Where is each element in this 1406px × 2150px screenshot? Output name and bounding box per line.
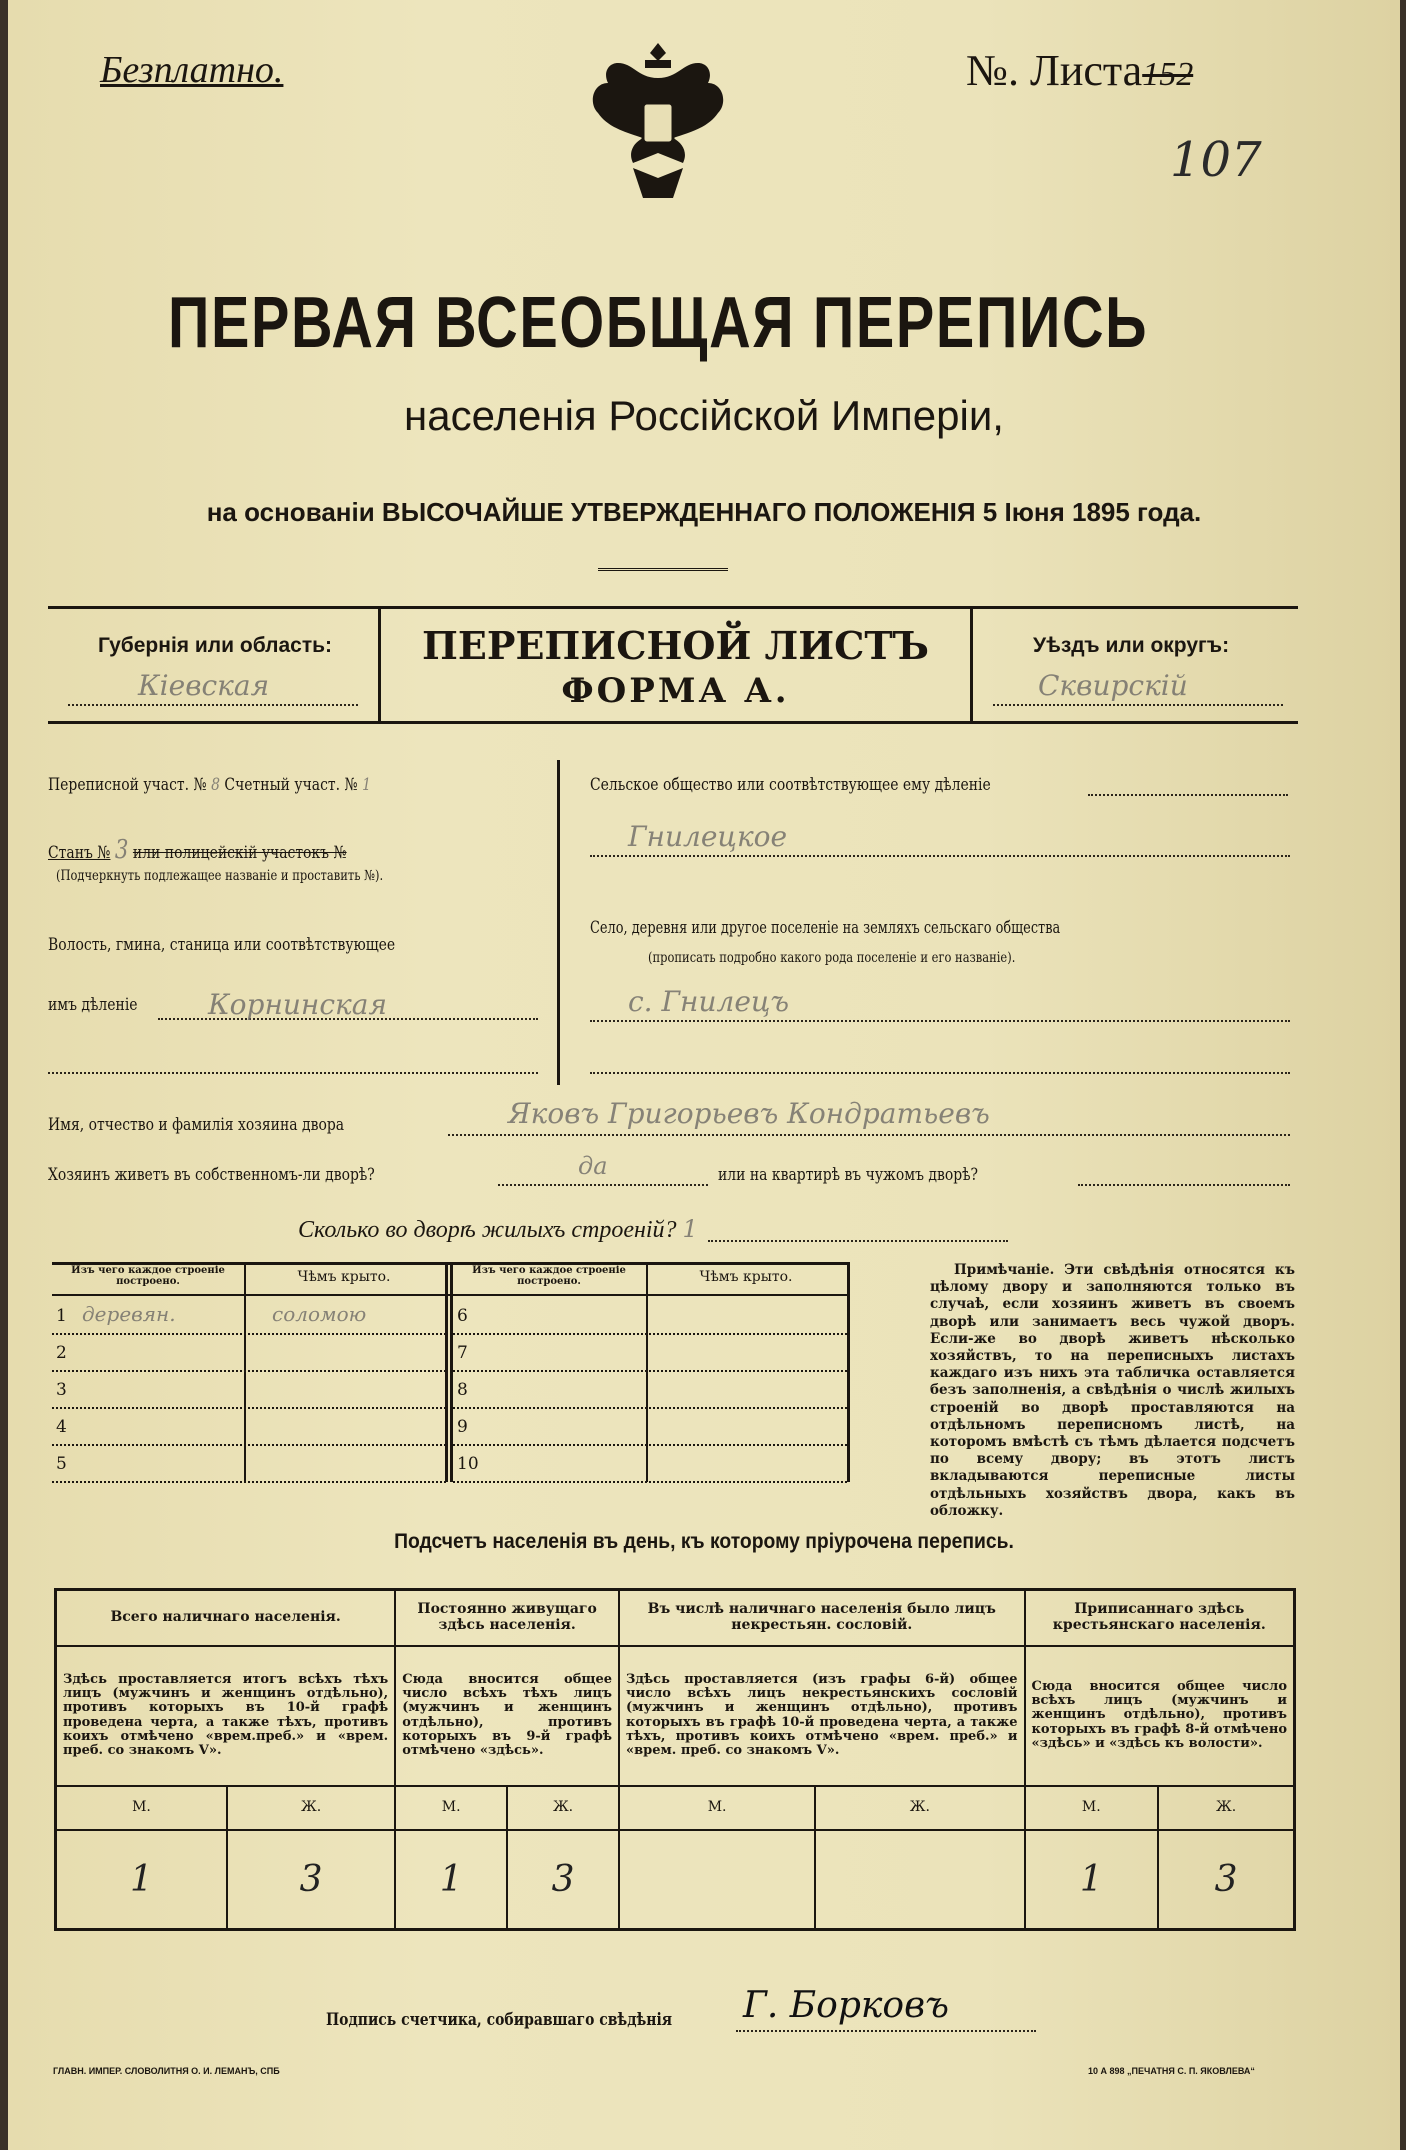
building-row [52, 1335, 446, 1372]
male-count [619, 1830, 815, 1930]
printer-left: ГЛАВН. ИМПЕР. СЛОВОЛИТНЯ О. И. ЛЕМАНЪ, СПБ [53, 2066, 280, 2076]
sheet-number-text: №. Листа [966, 46, 1143, 95]
sheet-number-handwritten: 107 [1170, 132, 1262, 188]
province-label: Губернія или область: [98, 634, 333, 657]
free-label: Безплатно. [100, 49, 284, 91]
building-row-number: 3 [56, 1380, 67, 1400]
village-value: с. Гнилецъ [628, 985, 790, 1018]
col-material: Изъ чего каждое строеніе построено. [71, 1265, 225, 1287]
col-material-2: Изъ чего каждое строеніе построено. [472, 1265, 626, 1287]
own-yard-label: Хозяинъ живетъ въ собственномъ-ли дворѣ? [48, 1165, 375, 1185]
population-col-desc: Здѣсь проставляется итогъ всѣхъ тѣхъ лицъ (мужчинъ и женщинъ отдѣльно), противъ которыхъ въ 10-й графѣ проведена черта, а также тѣхъ, противъ коихъ отмѣчено «врем.преб.» и «врем. преб. со знакомъ V». [56, 1646, 396, 1786]
male-header: М. [619, 1786, 815, 1830]
male-count: 1 [56, 1830, 228, 1930]
building-row [453, 1446, 847, 1483]
form-header-box [48, 606, 1298, 724]
male-count: 1 [395, 1830, 507, 1930]
population-col-desc: Сюда вносится общее число всѣхъ тѣхъ лицъ (мужчинъ и женщинъ отдѣльно), противъ которыхъ въ 9-й графѣ отмѣчено «здѣсь». [395, 1646, 619, 1786]
form-title: ПЕРЕПИСНОЙ ЛИСТЪ [422, 623, 929, 668]
building-row-number: 5 [56, 1454, 67, 1474]
building-row-number: 10 [457, 1454, 479, 1474]
form-basis: на основаніи ВЫСОЧАЙШЕ УТВЕРЖДЕННАГО ПОЛОЖЕНІЯ 5 Іюня 1895 года. [206, 497, 1202, 527]
stan-field: Станъ № 3 или полицейскій участокъ № [48, 835, 347, 865]
population-col-head: Всего наличнаго населенія. [56, 1590, 396, 1646]
volost-label-cont: имъ дѣленіе [48, 995, 138, 1015]
form-main-title: ПЕРВАЯ ВСЕОБЩАЯ ПЕРЕПИСЬ [168, 283, 1149, 363]
sheet-number-crossed: 152 [1142, 56, 1194, 93]
building-row [52, 1446, 446, 1483]
female-count [815, 1830, 1024, 1930]
census-form-page [8, 0, 1400, 2150]
province-value: Кіевская [138, 669, 270, 702]
society-label: Сельское общество или соотвѣтствующее ему дѣленіе [590, 775, 991, 795]
building-row-number: 8 [457, 1380, 468, 1400]
signature-label: Подпись счетчика, собиравшаго свѣдѣнія [326, 2010, 673, 2030]
ornament-divider [598, 568, 728, 571]
building-row-number: 2 [56, 1343, 67, 1363]
buildings-count-value: 1 [682, 1215, 698, 1243]
population-col-head: Приписаннаго здѣсь крестьянскаго населенія. [1025, 1590, 1295, 1646]
form-type: ФОРМА А. [561, 671, 790, 711]
male-header: М. [1025, 1786, 1159, 1830]
buildings-table [52, 1262, 852, 1487]
building-row [453, 1335, 847, 1372]
village-note: (прописать подробно какого рода поселеніе и его названіе). [648, 950, 1016, 966]
census-section-field: Переписной участ. № 8 Счетный участ. № 1 [48, 775, 372, 795]
male-header: М. [56, 1786, 228, 1830]
form-subtitle: населенія Россійской Имперіи, [404, 392, 1004, 439]
sheet-number-label [966, 45, 1193, 96]
population-col-desc: Здѣсь проставляется (изъ графы 6-й) общее число всѣхъ лицъ некрестьянскихъ сословій (мужчинъ и женщинъ отдѣльно), противъ которыхъ въ графѣ 10-й проведена черта, а также тѣхъ, противъ коихъ отмѣчено «врем. преб.» и «врем. преб. со знакомъ V». [619, 1646, 1025, 1786]
female-header: Ж. [1158, 1786, 1294, 1830]
district-label: Уѣздъ или округъ: [1033, 634, 1230, 657]
village-label: Село, деревня или другое поселеніе на земляхъ сельскаго общества [590, 918, 1061, 938]
district-value: Сквирскій [1038, 669, 1188, 702]
volost-label: Волость, гмина, станица или соотвѣтствующее [48, 935, 396, 955]
rent-label: или на квартирѣ въ чужомъ дворѣ? [718, 1165, 979, 1185]
owner-name-value: Яковъ Григорьевъ Кондратьевъ [508, 1097, 990, 1130]
buildings-count-label: Сколько во дворѣ жилыхъ строеній? 1 [298, 1215, 698, 1243]
building-material: деревян. [82, 1302, 176, 1326]
col-roof-2: Чѣмъ крыто. [699, 1269, 793, 1285]
building-row [52, 1298, 446, 1335]
building-row [453, 1409, 847, 1446]
underline-note: (Подчеркнуть подлежащее названіе и проставить №). [56, 868, 384, 884]
col-roof: Чѣмъ крыто. [297, 1269, 391, 1285]
male-count: 1 [1025, 1830, 1159, 1930]
printer-right: 10 А 898 „ПЕЧАТНЯ С. П. ЯКОВЛЕВА“ [1088, 2066, 1255, 2076]
imperial-eagle-emblem [583, 38, 733, 208]
building-row [453, 1372, 847, 1409]
section-divider [557, 760, 560, 1085]
society-value: Гнилецкое [628, 820, 788, 853]
female-header: Ж. [815, 1786, 1024, 1830]
female-count: 3 [507, 1830, 619, 1930]
female-count: 3 [227, 1830, 395, 1930]
building-row [52, 1409, 446, 1446]
population-table [54, 1588, 1296, 1931]
population-col-head: Въ числѣ наличнаго населенія было лицъ некрестьян. сословій. [619, 1590, 1025, 1646]
population-title: Подсчетъ населенія въ день, къ которому пріурочена перепись. [394, 1530, 1014, 1553]
signature-value: Г. Борковъ [743, 1985, 950, 2026]
building-row-number: 7 [457, 1343, 468, 1363]
building-row-number: 6 [457, 1306, 468, 1326]
population-col-desc: Сюда вносится общее число всѣхъ лицъ (мужчинъ и женщинъ отдѣльно), противъ которыхъ въ графѣ 8-й отмѣчено «здѣсь» и «здѣсь къ волости». [1025, 1646, 1295, 1786]
buildings-note: Примѣчаніе. Эти свѣдѣнія относятся къ цѣлому двору и заполняются только въ случаѣ, если хозяинъ живетъ въ своемъ дворѣ или занимаетъ весь чужой дворъ. Если-же во дворѣ живетъ нѣсколько хозяйствъ, то на переписныхъ листахъ каждаго изъ нихъ эта табличка оставляется безъ заполненія, а свѣдѣнія о числѣ жилыхъ строеній во дворѣ проставляются на отдѣльномъ переписномъ листѣ, на которомъ вмѣстѣ съ тѣмъ дѣлается подсчетъ по всему двору; въ этотъ листъ вкладываются переписные листы отдѣльныхъ хозяйствъ двора, какъ въ обложку. [930, 1262, 1295, 1519]
female-header: Ж. [507, 1786, 619, 1830]
female-header: Ж. [227, 1786, 395, 1830]
own-yard-value: да [578, 1152, 608, 1180]
male-header: М. [395, 1786, 507, 1830]
building-roof: соломою [272, 1302, 367, 1326]
building-row-number: 9 [457, 1417, 468, 1437]
volost-value: Корнинская [208, 988, 388, 1021]
building-row [52, 1372, 446, 1409]
population-col-head: Постоянно живущаго здѣсь населенія. [395, 1590, 619, 1646]
building-row [453, 1298, 847, 1335]
building-row-number: 4 [56, 1417, 67, 1437]
female-count: 3 [1158, 1830, 1294, 1930]
owner-name-label: Имя, отчество и фамилія хозяина двора [48, 1115, 345, 1135]
building-row-number: 1 [56, 1306, 67, 1326]
